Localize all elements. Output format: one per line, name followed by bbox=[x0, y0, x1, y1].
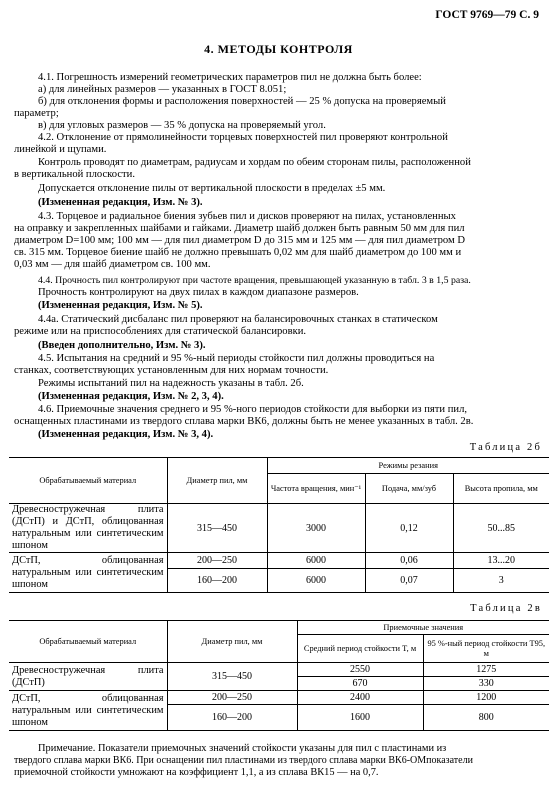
text-line: оснащенных пластинами из твердого сплава марки ВК6, должны быть не менее указанных в табл. 2в. bbox=[14, 416, 474, 427]
amendment-note: (Измененная редакция, Изм. № 5). bbox=[38, 300, 203, 311]
header-diameter: Диаметр пил, мм bbox=[167, 621, 297, 663]
diameter-cell: 315—450 bbox=[167, 663, 297, 691]
text-line: 4.4. Прочность пил контролируют при частоте вращения, превышающей указанную в табл. 3 в 1,5 раза. bbox=[38, 275, 471, 286]
mean-life-cell: 670 bbox=[297, 677, 423, 691]
header-material: Обрабатываемый материал bbox=[9, 458, 167, 504]
header-acceptance-values: Приемочные значения bbox=[297, 621, 549, 635]
header-frequency: Частота вращения, мин⁻¹ bbox=[267, 474, 365, 504]
header-cut-height: Высота пропила, мм bbox=[453, 474, 549, 504]
text-line: на оправку и закрепленных шайбами и гайками. Диаметр шайб должен быть равным 50 мм для пил bbox=[14, 223, 465, 234]
text-line: 4.6. Приемочные значения среднего и 95 %-ного периодов стойкости для выборки из пяти пил, bbox=[38, 404, 467, 415]
table-row bbox=[9, 691, 549, 705]
diameter-cell: 160—200 bbox=[167, 705, 297, 731]
text-line: 4.4а. Статический дисбаланс пил проверяют на балансировочных станках в статическом bbox=[38, 314, 438, 325]
text-line: а) для линейных размеров — указанных в ГОСТ 8.051; bbox=[38, 84, 287, 95]
text-line: Допускается отклонение пилы от вертикальной плоскости в пределах ±5 мм. bbox=[38, 183, 386, 194]
note-line: твердого сплава марки ВК6. При оснащении пил пластинами из твердого сплава марки ВК6-ОМпоказатели bbox=[14, 755, 473, 766]
height-cell: 3 bbox=[453, 569, 549, 593]
feed-cell: 0,06 bbox=[365, 553, 453, 569]
mean-life-cell: 1600 bbox=[297, 705, 423, 731]
mean-life-cell: 2550 bbox=[297, 663, 423, 677]
text-line: параметр; bbox=[14, 108, 59, 119]
text-line: 0,03 мм — для шайб диаметром св. 100 мм. bbox=[14, 259, 211, 270]
life95-cell: 800 bbox=[423, 705, 549, 731]
table-2v bbox=[9, 620, 549, 731]
table-2b-caption: Таблица 2б bbox=[469, 442, 542, 453]
material-cell: ДСтП, облицованная натуральным или синтетическим шпоном bbox=[9, 553, 167, 593]
amendment-note: (Измененная редакция, Изм. № 2, 3, 4). bbox=[38, 391, 224, 402]
amendment-note: (Измененная редакция, Изм. № 3). bbox=[38, 197, 203, 208]
diameter-cell: 200—250 bbox=[167, 691, 297, 705]
table-row bbox=[9, 504, 549, 553]
text-line: 4.3. Торцевое и радиальное биения зубьев пил и дисков проверяют на пилах, установленных bbox=[38, 211, 456, 222]
frequency-cell: 6000 bbox=[267, 569, 365, 593]
amendment-note: (Измененная редакция, Изм. № 3, 4). bbox=[38, 429, 214, 440]
diameter-cell: 160—200 bbox=[167, 569, 267, 593]
frequency-cell: 3000 bbox=[267, 504, 365, 553]
text-line: в вертикальной плоскости. bbox=[14, 169, 135, 180]
feed-cell: 0,07 bbox=[365, 569, 453, 593]
frequency-cell: 6000 bbox=[267, 553, 365, 569]
life95-cell: 1275 bbox=[423, 663, 549, 677]
text-line: Прочность контролируют на двух пилах в каждом диапазоне размеров. bbox=[38, 287, 359, 298]
text-line: 4.1. Погрешность измерений геометрических параметров пил не должна быть более: bbox=[38, 72, 422, 83]
material-cell: Древесностружечная плита (ДСтП) и ДСтП, облицованная натуральным или синтетическим шпоном bbox=[9, 504, 167, 553]
text-line: режиме или на приспособлениях для статической балансировки. bbox=[14, 326, 307, 337]
material-cell: Древесностружечная плита (ДСтП) bbox=[9, 663, 167, 691]
note-line: приемочной стойкости умножают на коэффициент 1,1, а из сплава ВК15 — на 0,7. bbox=[14, 767, 379, 778]
text-line: диаметром D=100 мм; 100 мм — для пил диаметром D до 315 мм и 125 мм — для пил диаметром D bbox=[14, 235, 465, 246]
header-mean-life: Средний период стойкости T, м bbox=[297, 635, 423, 663]
text-line: линейкой и щупами. bbox=[14, 144, 107, 155]
text-line: 4.2. Отклонение от прямолинейности торцевых поверхностей пил проверяют контрольной bbox=[38, 132, 448, 143]
header-95-life: 95 %-ный период стойкости T95, м bbox=[423, 635, 549, 663]
table-row bbox=[9, 663, 549, 677]
material-cell: ДСтП, облицованная натуральным или синтетическим шпоном bbox=[9, 691, 167, 731]
header-diameter: Диаметр пил, мм bbox=[167, 458, 267, 504]
height-cell: 50...85 bbox=[453, 504, 549, 553]
feed-cell: 0,12 bbox=[365, 504, 453, 553]
note-line: Примечание. Показатели приемочных значений стойкости указаны для пил с пластинами из bbox=[38, 743, 447, 754]
diameter-cell: 315—450 bbox=[167, 504, 267, 553]
diameter-cell: 200—250 bbox=[167, 553, 267, 569]
height-cell: 13...20 bbox=[453, 553, 549, 569]
text-line: Режимы испытаний пил на надежность указаны в табл. 2б. bbox=[38, 378, 304, 389]
text-line: в) для угловых размеров — 35 % допуска на проверяемый угол. bbox=[38, 120, 326, 131]
header-material: Обрабатываемый материал bbox=[9, 621, 167, 663]
header-feed: Подача, мм/зуб bbox=[365, 474, 453, 504]
table-2v-caption: Таблица 2в bbox=[470, 603, 542, 614]
text-line: Контроль проводят по диаметрам, радиусам и хордам по обеим сторонам пилы, расположенной bbox=[38, 157, 471, 168]
mean-life-cell: 2400 bbox=[297, 691, 423, 705]
amendment-note: (Введен дополнительно, Изм. № 3). bbox=[38, 340, 206, 351]
text-line: св. 315 мм. Торцевое биение шайб не должно превышать 0,02 мм для шайб диаметром до 100 мм и bbox=[14, 247, 462, 258]
text-line: 4.5. Испытания на средний и 95 %-ный периоды стойкости пил должны проводиться на bbox=[38, 353, 435, 364]
text-line: б) для отклонения формы и расположения поверхностей — 25 % допуска на проверяемый bbox=[38, 96, 446, 107]
page-header: ГОСТ 9769—79 С. 9 bbox=[435, 9, 539, 21]
life95-cell: 330 bbox=[423, 677, 549, 691]
header-cutting-modes: Режимы резания bbox=[267, 458, 549, 474]
life95-cell: 1200 bbox=[423, 691, 549, 705]
table-row bbox=[9, 553, 549, 569]
section-title: 4. МЕТОДЫ КОНТРОЛЯ bbox=[204, 42, 353, 56]
table-2b bbox=[9, 457, 549, 593]
text-line: станках, соответствующих установленным для них нормам точности. bbox=[14, 365, 329, 376]
